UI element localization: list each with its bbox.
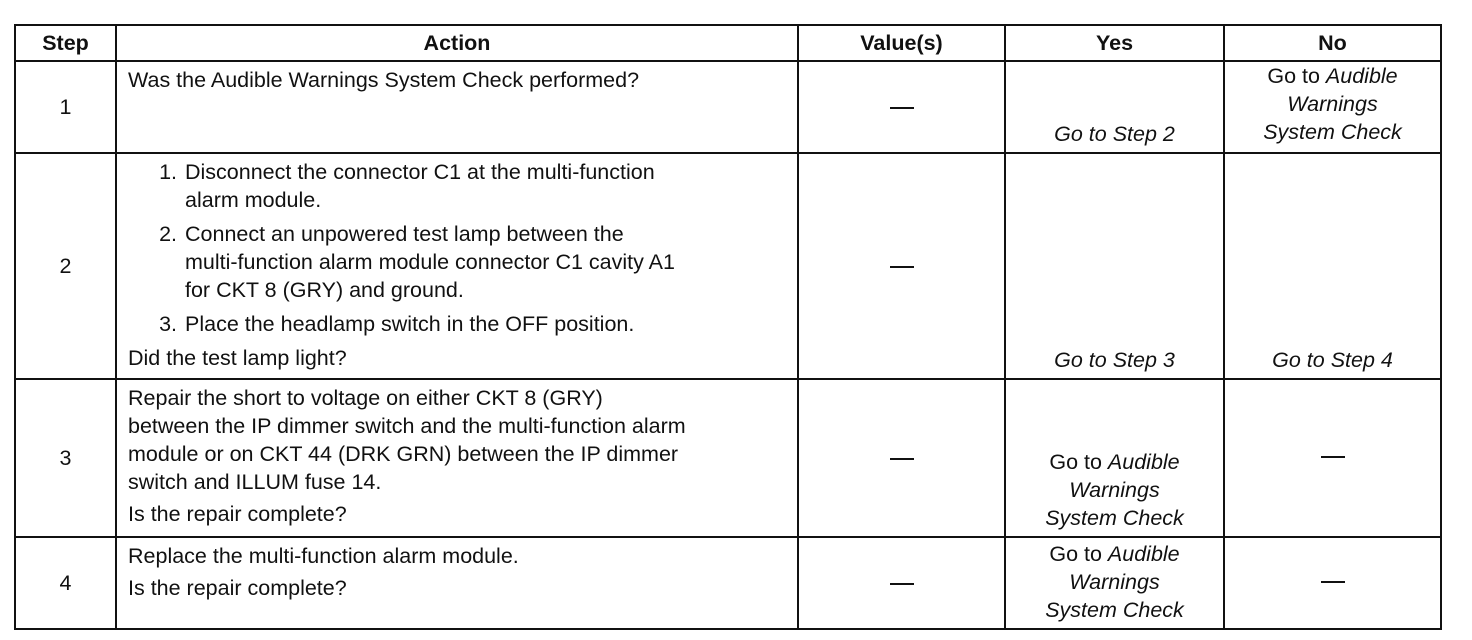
procedure-item-text: [185, 220, 787, 304]
procedure-item-text: [185, 310, 787, 338]
header-action: Action: [116, 25, 798, 61]
value-cell: [798, 379, 1005, 537]
procedure-item-number: 2.: [159, 222, 177, 246]
goto-ref-line1: Audible: [1107, 542, 1180, 566]
procedure-item: [128, 158, 787, 214]
step-number: 1: [15, 61, 116, 153]
action-question: Is the repair complete?: [128, 576, 347, 600]
procedure-item: [128, 220, 787, 304]
no-cell: [1224, 537, 1441, 629]
yes-goto-reference: [1006, 540, 1223, 568]
yes-cell: [1005, 379, 1224, 537]
goto-ref-line1: Audible: [1107, 450, 1180, 474]
goto-prefix: Go to: [1267, 64, 1320, 88]
dash-mark: [890, 583, 914, 585]
dash-mark: [890, 107, 914, 109]
goto-ref-line3: System Check: [1263, 120, 1402, 144]
table-row-step-1: [15, 61, 1441, 153]
procedure-item: [128, 310, 787, 338]
dash-mark: [1321, 581, 1345, 583]
action-text-line: switch and ILLUM fuse 14.: [128, 470, 382, 494]
action-cell: [116, 153, 798, 379]
table-row-step-3: [15, 379, 1441, 537]
diagnostic-table: [14, 24, 1442, 630]
action-cell: [116, 537, 798, 629]
header-values: Value(s): [798, 25, 1005, 61]
procedure-item-number: 1.: [159, 160, 177, 184]
yes-cell: [1005, 537, 1224, 629]
goto-prefix: Go to: [1049, 542, 1102, 566]
dash-mark: [890, 458, 914, 460]
action-cell: [116, 61, 798, 153]
step-number: 2: [15, 153, 116, 379]
no-cell: [1224, 153, 1441, 379]
goto-ref-line1: Audible: [1325, 64, 1398, 88]
yes-goto-step: Go to Step 2: [1054, 122, 1175, 146]
action-cell: [116, 379, 798, 537]
header-no: No: [1224, 25, 1441, 61]
header-step: Step: [15, 25, 116, 61]
procedure-list: [128, 158, 787, 338]
procedure-line: Connect an unpowered test lamp between the: [185, 222, 624, 246]
value-cell: [798, 61, 1005, 153]
yes-cell: [1005, 153, 1224, 379]
header-yes: Yes: [1005, 25, 1224, 61]
action-question: Is the repair complete?: [128, 502, 347, 526]
no-cell: [1224, 61, 1441, 153]
step-number: 4: [15, 537, 116, 629]
yes-cell: [1005, 61, 1224, 153]
procedure-item-number: 3.: [159, 312, 177, 336]
goto-ref-line2: Warnings: [1069, 478, 1160, 502]
action-question: Was the Audible Warnings System Check performed?: [128, 68, 640, 92]
no-cell: [1224, 379, 1441, 537]
procedure-line: Disconnect the connector C1 at the multi-function: [185, 160, 655, 184]
action-text-line: module or on CKT 44 (DRK GRN) between the IP dimmer: [128, 442, 679, 466]
action-text-line: Repair the short to voltage on either CKT 8 (GRY): [128, 386, 603, 410]
step-number: 3: [15, 379, 116, 537]
yes-goto-reference: [1006, 448, 1223, 476]
dash-mark: [1321, 456, 1345, 458]
goto-ref-line2: Warnings: [1287, 92, 1378, 116]
procedure-line: Place the headlamp switch in the OFF position.: [185, 312, 635, 336]
no-goto-reference: [1225, 62, 1440, 90]
table-row-step-2: [15, 153, 1441, 379]
header-row: [15, 25, 1441, 61]
no-goto-step: Go to Step 4: [1272, 348, 1393, 372]
goto-ref-line3: System Check: [1045, 598, 1184, 622]
procedure-line: alarm module.: [185, 188, 322, 212]
action-question: Did the test lamp light?: [128, 346, 347, 370]
table-row-step-4: [15, 537, 1441, 629]
dash-mark: [890, 266, 914, 268]
action-text-line: between the IP dimmer switch and the multi-function alarm: [128, 414, 686, 438]
procedure-item-text: [185, 158, 787, 214]
goto-prefix: Go to: [1049, 450, 1102, 474]
goto-ref-line3: System Check: [1045, 506, 1184, 530]
yes-goto-step: Go to Step 3: [1054, 348, 1175, 372]
procedure-line: multi-function alarm module connector C1 cavity A1: [185, 250, 675, 274]
value-cell: [798, 153, 1005, 379]
goto-ref-line2: Warnings: [1069, 570, 1160, 594]
value-cell: [798, 537, 1005, 629]
procedure-line: for CKT 8 (GRY) and ground.: [185, 278, 464, 302]
action-text-line: Replace the multi-function alarm module.: [128, 544, 519, 568]
